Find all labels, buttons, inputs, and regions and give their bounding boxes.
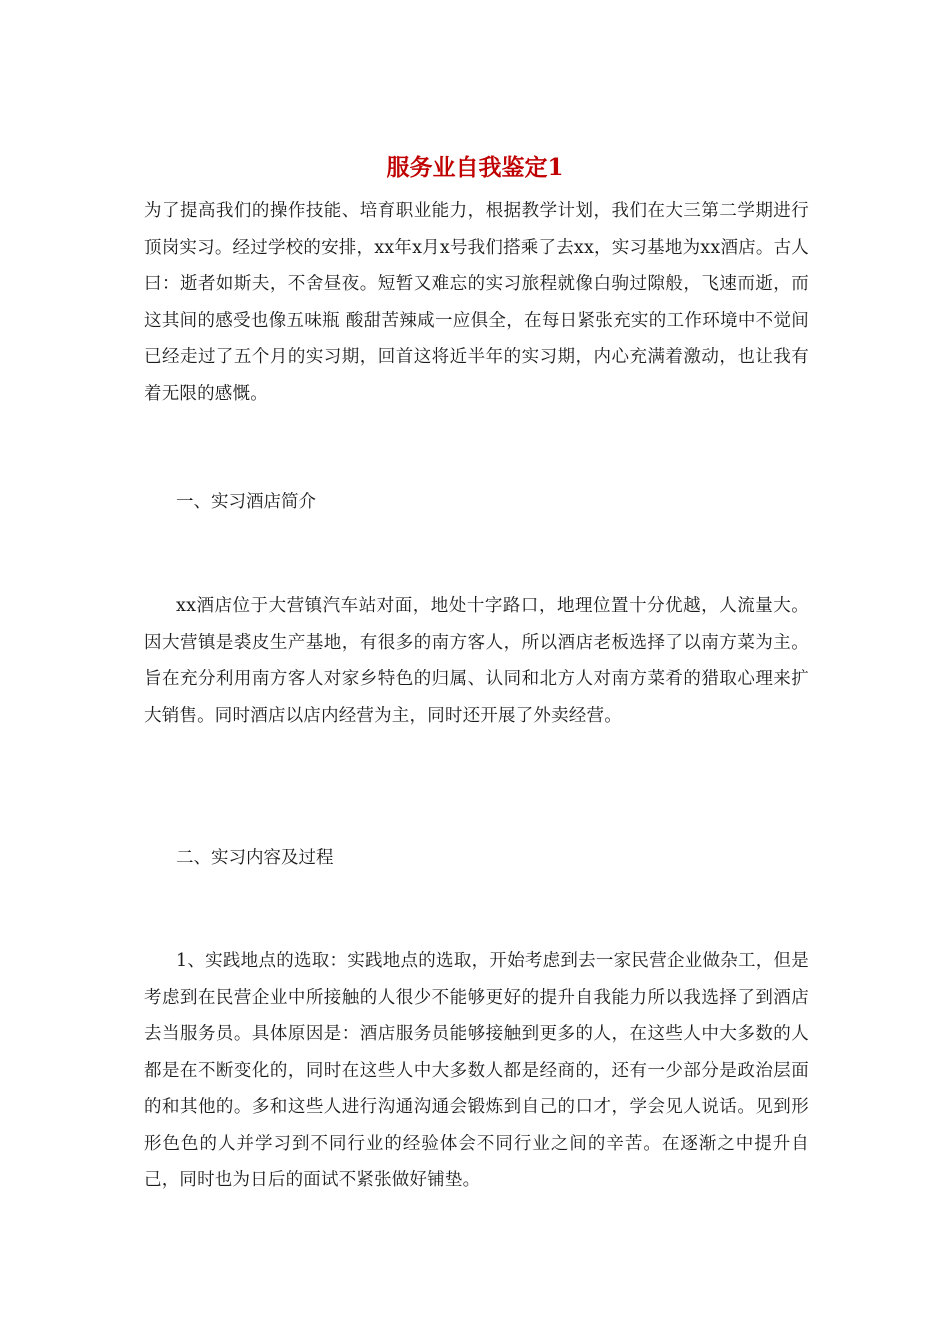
document-title: 服务业自我鉴定1	[386, 154, 564, 181]
hotel-intro-paragraph: xx酒店位于大营镇汽车站对面，地处十字路口，地理位置十分优越，人流量大。因大营镇是裘皮生产基地，有很多的南方客人，所以酒店老板选择了以南方菜为主。旨在充分利用南方客人对家乡特色的归属、认同和北方人对南方菜肴的猎取心理来扩大销售。同时酒店以店内经营为主，同时还开展了外卖经营。	[144, 596, 809, 726]
internship-content-paragraph: 1、实践地点的选取：实践地点的选取，开始考虑到去一家民营企业做杂工，但是考虑到在民营企业中所接触的人很少不能够更好的提升自我能力所以我选择了到酒店去当服务员。具体原因是：酒店服务员能够接触到更多的人，在这些人中大多数的人都是在不断变化的，同时在这些人中大多数人都是经商的，还有一少部分是政治层面的和其他的。多和这些人进行沟通沟通会锻炼到自己的口才，学会见人说话。见到形形色色的人并学习到不同行业的经验体会不同行业之间的辛苦。在逐渐之中提升自己，同时也为日后的面试不紧张做好铺垫。	[144, 951, 809, 1190]
section-heading-hotel-intro: 一、实习酒店简介	[176, 492, 316, 512]
section-heading-internship-content: 二、实习内容及过程	[176, 848, 334, 868]
intro-paragraph: 为了提高我们的操作技能、培育职业能力，根据教学计划，我们在大三第二学期进行顶岗实习。经过学校的安排，xx年x月x号我们搭乘了去xx，实习基地为xx酒店。古人曰：逝者如斯夫，不舍昼夜。短暂又难忘的实习旅程就像白驹过隙般，飞速而逝，而这其间的感受也像五味瓶 酸甜苦辣咸一应俱全，在每日紧张充实的工作环境中不觉间已经走过了五个月的实习期，回首这将近半年的实习期，内心充满着激动，也让我有着无限的感慨。	[144, 201, 809, 404]
